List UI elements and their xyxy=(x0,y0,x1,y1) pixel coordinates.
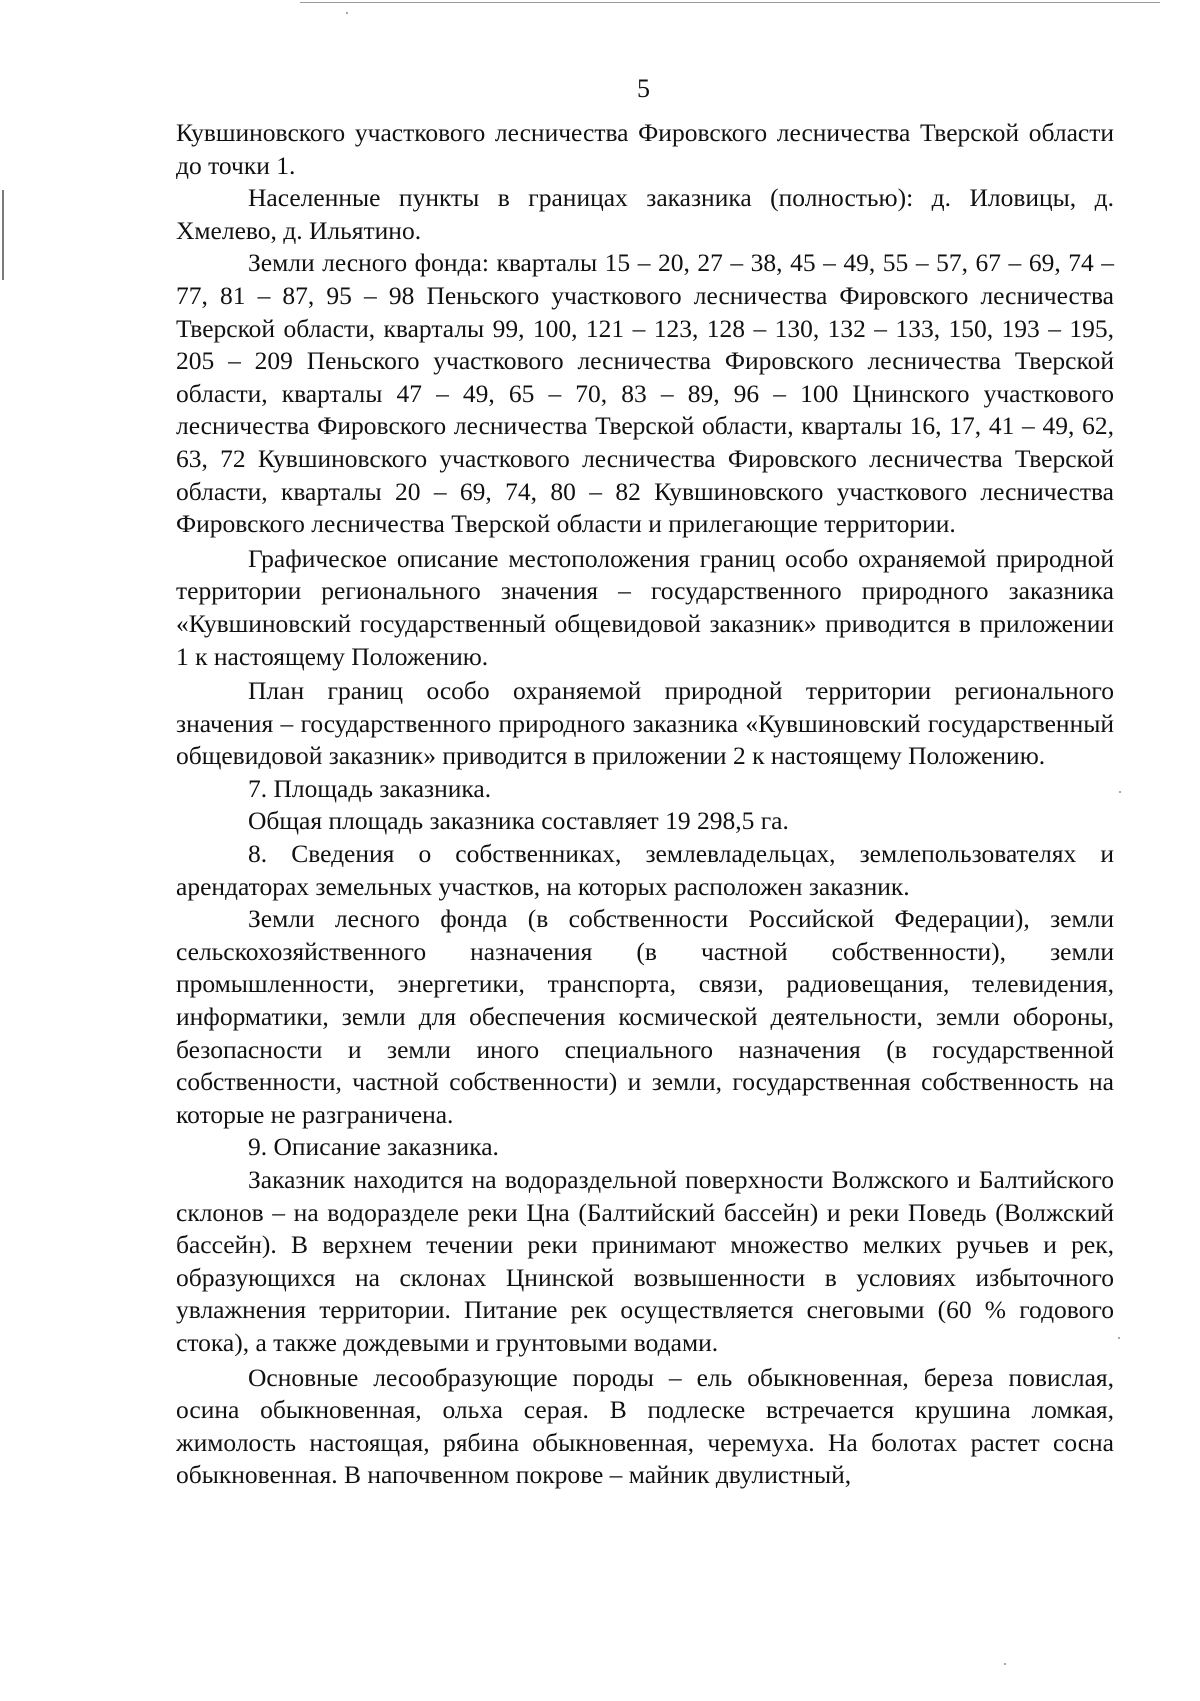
paragraph: Общая площадь заказника составляет 19 298,5 га. xyxy=(248,806,789,836)
scan-mark-left xyxy=(2,190,4,280)
paragraph: Кувшиновского участкового лесничества Фировского лесничества Тверской области до точки 1. xyxy=(176,118,1114,180)
paragraph: План границ особо охраняемой природной территории регионального значения – государственного природного заказника «Кувшиновский государственный общевидовой заказник» приводится в приложении 2 к настоящему Положению. xyxy=(176,676,1114,771)
paragraph: Графическое описание местоположения границ особо охраняемой природной территории регионального значения – государственного природного заказника «Кувшиновский государственный общевидовой заказник» приводится в приложении 1 к настоящему Положению. xyxy=(176,543,1114,671)
paragraph: Населенные пункты в границах заказника (полностью): д. Иловицы, д. Хмелево, д. Ильятино. xyxy=(176,183,1114,245)
scan-edge-top xyxy=(300,2,1160,3)
scan-dot xyxy=(1119,791,1121,793)
paragraph: Земли лесного фонда (в собственности Российской Федерации), земли сельскохозяйственного назначения (в частной собственности), земли промышленности, энергетики, транспорта, связи, радиовещания, телевидения, информатики, земли для обеспечения космической деятельности, земли обороны, безопасности и земли иного специального назначения (в государственной собственности, частной собственности) и земли, государственная собственность на которые не разграничена. xyxy=(176,904,1114,1129)
section-heading: 7. Площадь заказника. xyxy=(248,773,492,803)
scan-dot xyxy=(1118,1337,1120,1339)
page-number: 5 xyxy=(637,74,650,103)
paragraph: Основные лесообразующие породы – ель обыкновенная, береза повислая, осина обыкновенная, ольха серая. В подлеске встречается крушина ломкая, жимолость настоящая, рябина обыкновенная, черемуха. На болотах растет сосна обыкновенная. В напочвенном покрове – майник двулистный, xyxy=(176,1362,1114,1490)
section-heading: 9. Описание заказника. xyxy=(248,1132,499,1162)
section-heading: 8. Сведения о собственниках, землевладельцах, землепользователях и арендаторах земельных участков, на которых расположен заказник. xyxy=(176,839,1114,901)
paragraph: Земли лесного фонда: кварталы 15 – 20, 27 – 38, 45 – 49, 55 – 57, 67 – 69, 74 – 77, 81 – 87, 95 – 98 Пеньского участкового лесничества Фировского лесничества Тверской области, кварталы 99, 100, 121 – 123, 128 – 130, 132 – 133, 150, 193 – 195, 205 – 209 Пеньского участкового лесничества Фировского лесничества Тверской области, кварталы 47 – 49, 65 – 70, 83 – 89, 96 – 100 Цнинского участкового лесничества Фировского лесничества Тверской области, кварталы 16, 17, 41 – 49, 62, 63, 72 Кувшиновского участкового лесничества Фировского лесничества Тверской области, кварталы 20 – 69, 74, 80 – 82 Кувшиновского участкового лесничества Фировского лесничества Тверской области и прилегающие территории. xyxy=(176,248,1114,539)
scan-dot xyxy=(346,12,348,14)
scan-dot xyxy=(1004,1663,1006,1665)
document-body xyxy=(176,117,1114,1492)
paragraph: Заказник находится на водораздельной поверхности Волжского и Балтийского склонов – на водоразделе реки Цна (Балтийский бассейн) и реки Поведь (Волжский бассейн). В верхнем течении реки принимают множество мелких ручьев и рек, образующихся на склонах Цнинской возвышенности в условиях избыточного увлажнения территории. Питание рек осуществляется снеговыми (60 % годового стока), а также дождевыми и грунтовыми водами. xyxy=(176,1165,1114,1357)
